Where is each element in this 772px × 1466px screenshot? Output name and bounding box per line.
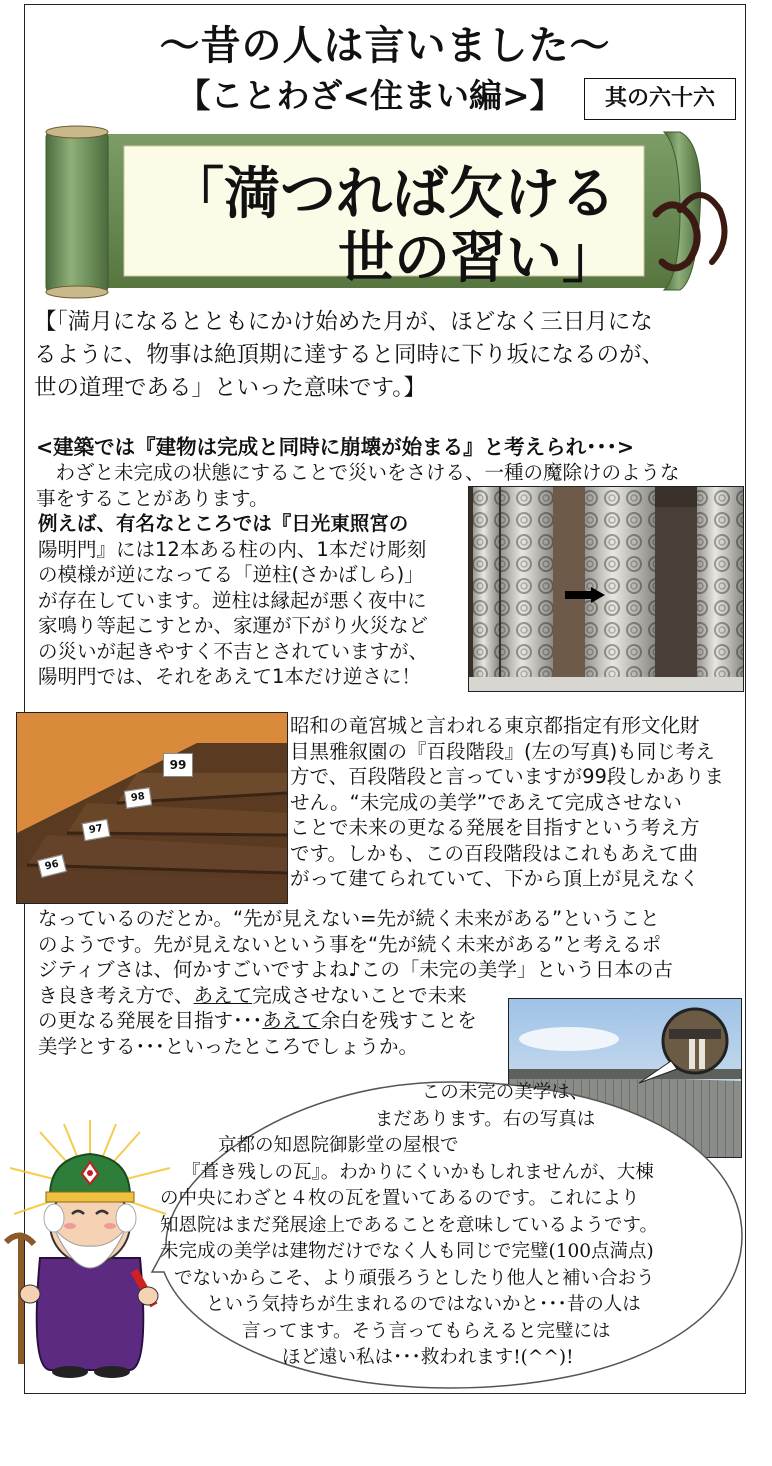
step-number-tag: 99 bbox=[163, 753, 193, 777]
text-line: ことで未来の更なる発展を目指すという考え方 bbox=[290, 816, 700, 839]
old-man-character bbox=[0, 1118, 180, 1378]
text-line: 未完成の美学は建物だけでなく人も同じで完璧(100点満点) bbox=[160, 1241, 654, 1262]
text-line: 例えば、有名なところでは『日光東照宮の bbox=[38, 512, 409, 535]
text-line: なっているのだとか。“先が見えない=先が続く未来がある”ということ bbox=[38, 907, 660, 930]
proverb-line-1: 「満つれば欠ける bbox=[168, 161, 616, 227]
stairs-illustration bbox=[17, 713, 287, 903]
text-line: せん。“未完成の美学”であえて完成させない bbox=[290, 790, 682, 814]
text-line: 家鳴り等起こすとか、家運が下がり火災など bbox=[38, 614, 429, 637]
page-title: ～昔の人は言いました～ bbox=[159, 23, 611, 69]
text-line: です。しかも、この百段階段はこれもあえて曲 bbox=[290, 841, 698, 865]
text-line: 目黒雅叙園の『百段階段』(左の写真)も同じ考え bbox=[290, 739, 715, 763]
bubble-text bbox=[160, 1080, 750, 1372]
proverb-line-2: 世の習い」 bbox=[338, 225, 618, 291]
text-line: 『葺き残しの瓦』。わかりにくいかもしれませんが、大棟 bbox=[182, 1161, 654, 1183]
text-line: 美学とする･･･といったところでしょうか。 bbox=[38, 1034, 419, 1058]
sakabashira-photo bbox=[468, 486, 744, 692]
hyakudan-kaidan-photo bbox=[16, 712, 288, 904]
text-line: のようです。先が見えないという事を“先が続く未来がある”と考えるポ bbox=[38, 932, 662, 956]
meaning-text bbox=[34, 306, 744, 405]
text-line: 昭和の竜宮城と言われる東京都指定有形文化財 bbox=[290, 714, 700, 737]
pillar-illustration bbox=[469, 487, 743, 691]
issue-badge: 其の六十六 bbox=[584, 78, 736, 120]
text-line: 京都の知恩院御影堂の屋根で bbox=[218, 1135, 459, 1156]
text-line: の模様が逆になってる「逆柱(さかばしら)」 bbox=[38, 563, 424, 586]
text-line: 言ってます。そう言ってもらえると完璧には bbox=[242, 1320, 611, 1342]
page-subtitle: 【ことわざ<住まい編>】 bbox=[177, 76, 563, 115]
hyakudan-paragraph bbox=[290, 713, 724, 892]
text-line: が存在しています。逆柱は縁起が悪く夜中に bbox=[38, 588, 427, 612]
text-line: 知恩院はまだ発展途上であることを意味しているようです。 bbox=[160, 1214, 659, 1236]
section-heading: <建築では『建物は完成と同時に崩壊が始まる』と考えられ･･･> bbox=[36, 435, 635, 459]
step-number-tag: 97 bbox=[82, 819, 111, 841]
text-line: でないからこそ、より頑張ろうとしたり他人と補い合おう bbox=[174, 1267, 655, 1289]
text-line: わざと未完成の状態にすることで災いをさける、一種の魔除けのような bbox=[36, 461, 680, 484]
meaning-line: 世の道理である」といった意味です。】 bbox=[34, 375, 426, 401]
text-line: この未完の美学は、 bbox=[421, 1082, 589, 1103]
text-line: 陽明門』には12本ある柱の内、1本だけ彫刻 bbox=[38, 537, 427, 561]
text-line: の中央にわざと４枚の瓦を置いてあるのです。これにより bbox=[160, 1188, 640, 1209]
text-line: ジティブさは、何かすごいですよね♪この「未完の美学」という日本の古 bbox=[38, 958, 673, 981]
text-line: がって建てられていて、下から頂上が見えなく bbox=[290, 867, 700, 890]
text-line: 方で、百段階段と言っていますが99段しかありま bbox=[290, 765, 724, 788]
yomeimon-paragraph bbox=[38, 511, 428, 690]
text-line: ほど遠い私は･･･救われます!(^^)! bbox=[282, 1347, 574, 1368]
meaning-line: 【「満月になるとともにかけ始めた月が、ほどなく三日月にな bbox=[34, 309, 653, 335]
text-line: 陽明門では、それをあえて1本だけ逆さに！ bbox=[38, 665, 421, 688]
meaning-line: るように、物事は絶頂期に達すると同時に下り坂になるのが、 bbox=[34, 342, 665, 368]
emphasis-text: あえて bbox=[262, 1009, 321, 1032]
text-line: の更なる発展を目指す･･･あえて余白を残すことを bbox=[38, 1009, 477, 1032]
emphasis-text: あえて bbox=[193, 983, 253, 1007]
step-number-tag: 96 bbox=[37, 854, 67, 878]
text-line: という気持ちが生まれるのではないかと･･･昔の人は bbox=[206, 1294, 641, 1315]
text-line: まだあります。右の写真は bbox=[374, 1108, 596, 1130]
text-line: 事をすることがあります。 bbox=[36, 486, 269, 510]
text-line: き良き考え方で、あえて完成させないことで未来 bbox=[38, 983, 467, 1007]
step-number-tag: 98 bbox=[124, 787, 152, 808]
text-line: の災いが起きやすく不吉とされていますが、 bbox=[38, 639, 429, 663]
